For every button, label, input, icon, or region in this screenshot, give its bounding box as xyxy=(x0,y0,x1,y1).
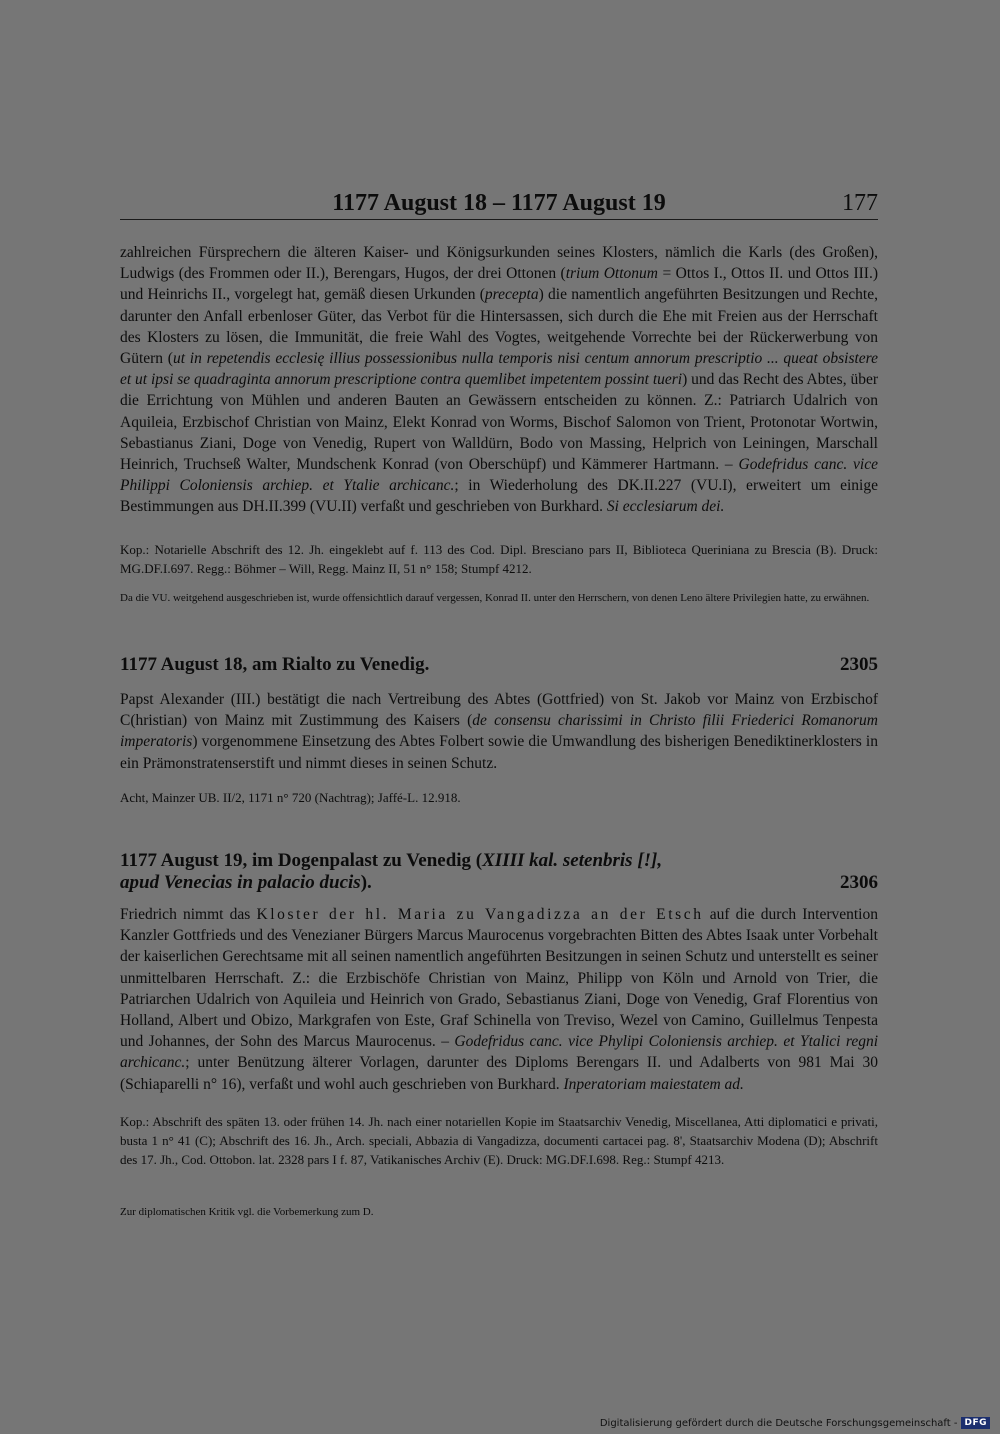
entry-2305-body: Papst Alexander (III.) bestätigt die nach Vertreibung des Abtes (Gottfried) von St. Jakob vor Mainz von Erzbischof C(hristian) von Mainz mit Zustimmung des Kaisers (de consensu charissimi in Christo filii Friederici Romanorum imperatoris) vorgenommene Einsetzung des Abtes Folbert sowie die Umwandlung des bisherigen Benediktinerklosters in ein Prämonstratenserstift und nimmt dieses in seinen Schutz. xyxy=(120,691,878,772)
entry-2305-heading: 1177 August 18, am Rialto zu Venedig. 2305 xyxy=(120,654,878,675)
entry-2306-number: 2306 xyxy=(840,872,878,893)
entry-2306-heading: 1177 August 19, im Dogenpalast zu Venedig (XIIII kal. setenbris [!], apud Venecias in palacio ducis). 2306 xyxy=(120,850,878,893)
page-number: 177 xyxy=(842,190,878,216)
entry-2306-kop: Kop.: Abschrift des späten 13. oder frühen 14. Jh. nach einer notariellen Kopie im Staatsarchiv Venedig, Miscellanea, Atti diplomatici e privati, busta 1 n° 41 (C); Abschrift des 16. Jh., Arch. speciali, Abbazia di Vangadizza, documenti cartacei pag. 8', Staatsarchiv Modena (D); Abschrift des 17. Jh., Cod. Ottobon. lat. 2328 pars I f. 87, Vatikanisches Archiv (E). Druck: MG.DF.I.698. Reg.: Stumpf 4213. xyxy=(120,1114,878,1167)
header-rule xyxy=(120,219,878,220)
monastery-name-spaced: Kloster der hl. Maria zu Vangadizza an der Etsch xyxy=(256,906,704,923)
continued-regest-text: zahlreichen Fürsprechern die älteren Kaiser- und Königsurkunden seines Klosters, nämlich die Karls (des Großen), Ludwigs (des Frommen oder II.), Berengars, Hugos, der drei Ottonen (trium Ottonum = Ottos I., Ottos II. und Ottos III.) und Heinrichs II., vorgelegt hat, gemäß diesen Urkunden (precepta) die namentlich angeführten Besitzungen und Rechte, darunter den Anfall erbenloser Güter, das Verbot für die Hintersassen, sich durch die Ehe mit Freien aus der Herrschaft des Klosters zu lösen, die Immunität, die freie Wahl des Vogtes, weitgehende Vorrechte bei der Rückerwerbung von Gütern (ut in repetendis ecclesię illius possessionibus nulla temporis nisi centum annorum prescriptio ... queat obsistere et ut ipsi se quadraginta annorum prescriptione contra quemlibet impetentem possint tueri) und das Recht des Abtes, über die Errichtung von Mühlen und anderen Bauten an Gewässern entscheiden zu können. Z.: Patriarch Udalrich von Aquileia, Erzbischof Christian von Mainz, Elekt Konrad von Worms, Bischof Salomon von Trient, Protonotar Wortwin, Sebastianus Ziani, Doge von Venedig, Rupert von Walldürn, Bodo von Massing, Helprich von Leiningen, Marschall Heinrich, Truchseß Walter, Mundschenk Konrad (von Oberschüpf) und Kämmerer Hartmann. – Godefridus canc. vice Philippi Coloniensis archiep. et Ytalie archicanc.; in Wiederholung des DK.II.227 (VU.I), erweitert um einige Bestimmungen aus DH.II.399 (VU.II) verfaßt und geschrieben von Burkhard. Si ecclesiarum dei. xyxy=(120,244,879,516)
continued-entry xyxy=(120,242,878,518)
continued-kop: Kop.: Notarielle Abschrift des 12. Jh. eingeklebt auf f. 113 des Cod. Dipl. Bresciano pars II, Biblioteca Queriniana zu Brescia (B). Druck: MG.DF.I.697. Regg.: Böhmer – Will, Regg. Mainz II, 51 n° 158; Stumpf 4212. xyxy=(120,542,878,576)
continued-note: Da die VU. weitgehend ausgeschrieben ist, wurde offensichtlich darauf vergessen, Konrad II. unter den Herrschern, von denen Leno ältere Privilegien hatte, zu erwähnen. xyxy=(120,592,870,604)
running-head xyxy=(120,190,878,220)
entry-2306-body: Friedrich nimmt das Kloster der hl. Maria zu Vangadizza an der Etsch auf die durch Intervention Kanzler Gottfrieds und des Venezianer Bürgers Marcus Maurocenus vorgebrachten Bitten des Abtes Isaak unter Vorbehalt der kaiserlichen Gerechtsame mit all seinen namentlich angeführten Besitzungen in seinen Schutz und unterstellt es seiner unmittelbaren Herrschaft. Z.: die Erzbischöfe Christian von Mainz, Philipp von Köln und Arnold von Trier, die Patriarchen Udalrich von Aquileia und Heinrich von Grado, Sebastianus Ziani, Doge von Venedig, Graf Florentius von Holland, Albert und Obizo, Markgrafen von Este, Graf Schinella von Treviso, Wezel von Camino, Guillelmus Tenpesta und Johannes, der Sohn des Marcus Maurocenus. – Godefridus canc. vice Phylipi Coloniensis archiep. et Ytalici regni archicanc.; unter Benützung älterer Vorlagen, darunter des Diploms Berengars II. und Adalberts von 981 Mai 30 (Schiaparelli n° 16), verfaßt und wohl auch geschrieben von Burkhard. Inperatoriam maiestatem ad. xyxy=(120,906,878,1093)
footer-funding-note: Digitalisierung gefördert durch die Deutsche Forschungsgemeinschaft - DFG xyxy=(600,1417,990,1429)
entry-2305-reference: Acht, Mainzer UB. II/2, 1171 n° 720 (Nachtrag); Jaffé-L. 12.918. xyxy=(120,790,461,805)
dfg-logo: DFG xyxy=(961,1417,990,1429)
entry-2305-number: 2305 xyxy=(840,654,878,675)
running-head-title: 1177 August 18 – 1177 August 19 xyxy=(332,190,666,216)
entry-2306-note: Zur diplomatischen Kritik vgl. die Vorbemerkung zum D. xyxy=(120,1206,374,1218)
